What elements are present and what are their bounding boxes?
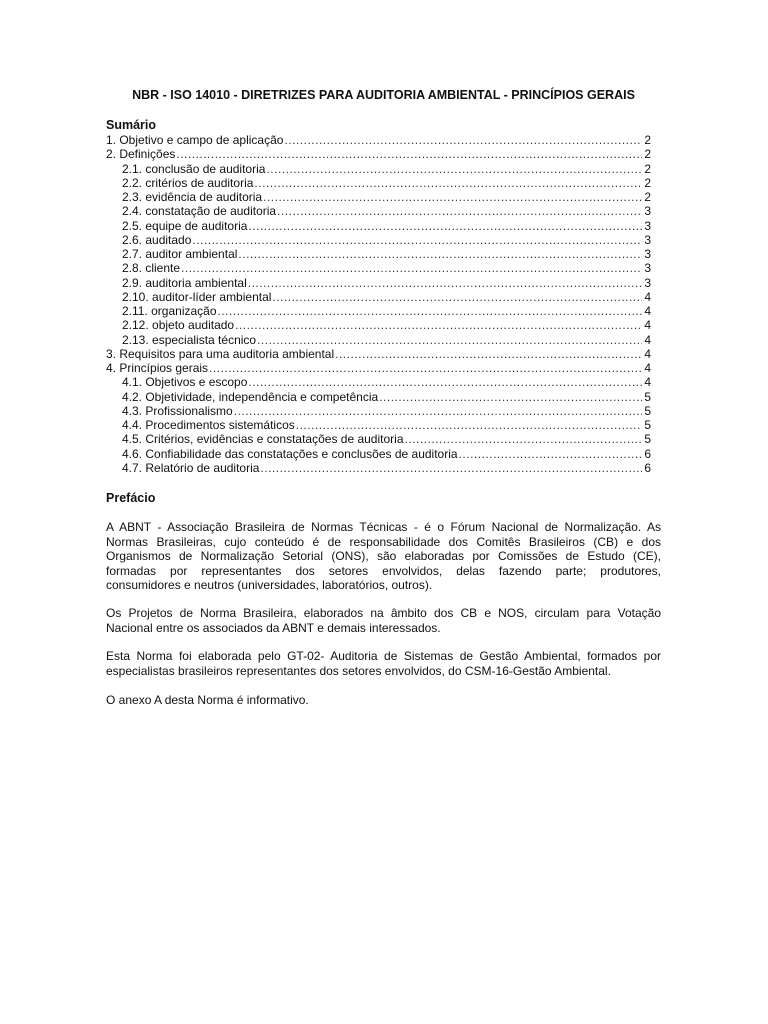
preface-paragraph-4 [106, 693, 661, 708]
toc-dot-leader [263, 190, 642, 204]
toc-entry-page-number: 4 [644, 375, 651, 390]
toc-dot-leader [272, 290, 642, 304]
toc-entry-page-number: 5 [644, 432, 651, 447]
toc-dot-leader [248, 276, 642, 290]
toc-entry [106, 276, 651, 290]
toc-entry-label: 2.5. equipe de auditoria [122, 218, 248, 233]
paragraph-line: Esta Norma foi elaborada pelo GT-02- Auditoria de Sistemas de Gestão Ambiental, formados por [106, 649, 661, 663]
toc-entry [106, 219, 651, 233]
toc-dot-leader [218, 304, 642, 318]
toc-entry-label: 2.1. conclusão de auditoria [122, 161, 266, 176]
toc-entry-page-number: 3 [644, 218, 651, 233]
toc-entry [106, 204, 651, 218]
toc-entry [106, 261, 651, 275]
preface-paragraph-3 [106, 649, 661, 678]
paragraph-line: formadas por representantes dos setores envolvidos, delas fazendo parte; produtores, [106, 563, 661, 578]
toc-dot-leader [254, 176, 642, 190]
toc-dot-leader [405, 432, 643, 446]
toc-entry-label: 1. Objetivo e campo de aplicação [106, 133, 284, 147]
toc-dot-leader [379, 390, 642, 404]
paragraph-line: Normas Brasileiras, cujo conteúdo é de responsabilidade dos Comitês Brasileiros (CB) e dos [106, 534, 661, 549]
toc-entry [106, 447, 651, 461]
paragraph-line: O anexo A desta Norma é informativo. [106, 693, 309, 707]
toc-entry-label: 2. Definições [106, 147, 176, 162]
toc-dot-leader [284, 133, 642, 147]
toc-entry [106, 147, 651, 161]
toc-dot-leader [192, 233, 642, 247]
toc-entry [106, 461, 651, 475]
toc-entry-label: 4.3. Profissionalismo [122, 403, 233, 418]
toc-entry [106, 333, 651, 347]
toc-entry-page-number: 4 [644, 332, 651, 347]
toc-entry-page-number: 2 [644, 190, 651, 204]
toc-entry-page-number: 4 [644, 318, 651, 333]
document-title: NBR - ISO 14010 - DIRETRIZES PARA AUDITORIA AMBIENTAL - PRINCÍPIOS GERAIS [132, 88, 635, 102]
toc-entry-label: 2.2. critérios de auditoria [122, 175, 254, 190]
toc-entry-page-number: 4 [644, 346, 651, 361]
toc-entry [106, 318, 651, 332]
toc-entry-page-number: 2 [644, 147, 651, 162]
table-of-contents [106, 133, 651, 475]
toc-entry [106, 404, 651, 418]
toc-dot-leader [238, 247, 642, 261]
toc-dot-leader [257, 333, 642, 347]
toc-dot-leader [181, 261, 642, 275]
toc-dot-leader [296, 418, 642, 432]
toc-entry-page-number: 3 [644, 232, 651, 247]
toc-entry-label: 2.7. auditor ambiental [122, 247, 238, 261]
toc-entry-page-number: 2 [644, 133, 651, 147]
toc-entry-label: 2.11. organização [122, 304, 217, 318]
toc-dot-leader [234, 404, 642, 418]
toc-entry [106, 176, 651, 190]
preface-paragraph-2 [106, 606, 661, 635]
toc-entry-page-number: 5 [644, 403, 651, 418]
toc-entry-label: 4.6. Confiabilidade das constatações e conclusões de auditoria [122, 446, 458, 461]
toc-entry-page-number: 3 [644, 261, 651, 276]
toc-entry-page-number: 6 [644, 446, 651, 461]
preface-heading: Prefácio [106, 491, 156, 505]
toc-entry-label: 2.8. cliente [122, 261, 181, 276]
toc-entry-label: 2.12. objeto auditado [122, 318, 235, 333]
toc-entry-page-number: 2 [644, 175, 651, 190]
toc-dot-leader [459, 447, 642, 461]
toc-entry [106, 233, 651, 247]
toc-dot-leader [260, 461, 642, 475]
paragraph-line: especialistas brasileiros representantes dos setores envolvidos, do CSM-16-Gestão Ambiental. [106, 663, 611, 678]
toc-dot-leader [277, 204, 642, 218]
toc-entry-page-number: 5 [644, 389, 651, 404]
paragraph-line: Nacional entre os associados da ABNT e demais interessados. [106, 620, 441, 635]
toc-entry [106, 133, 651, 147]
toc-dot-leader [266, 162, 642, 176]
toc-dot-leader [248, 375, 642, 389]
toc-entry-label: 2.6. auditado [122, 232, 192, 247]
toc-entry-page-number: 3 [644, 275, 651, 290]
toc-entry [106, 304, 651, 318]
toc-entry-page-number: 2 [644, 161, 651, 176]
paragraph-line: Os Projetos de Norma Brasileira, elaborados na âmbito dos CB e NOS, circulam para Votação [106, 606, 661, 620]
toc-dot-leader [248, 219, 642, 233]
toc-entry-label: 4.4. Procedimentos sistemáticos [122, 418, 295, 432]
toc-entry-page-number: 4 [644, 289, 651, 304]
preface-paragraph-1 [106, 520, 661, 593]
toc-entry [106, 190, 651, 204]
toc-entry [106, 418, 651, 432]
toc-entry [106, 432, 651, 446]
toc-entry-page-number: 4 [644, 304, 651, 318]
paragraph-line: Organismos de Normalização Setorial (ONS), são elaboradas por Comissões de Estudo (CE), [106, 549, 661, 563]
toc-dot-leader [335, 347, 642, 361]
toc-entry-page-number: 3 [644, 247, 651, 261]
toc-entry [106, 390, 651, 404]
toc-entry [106, 162, 651, 176]
toc-entry-page-number: 6 [644, 460, 651, 475]
toc-entry-page-number: 4 [644, 361, 651, 375]
toc-entry [106, 375, 651, 389]
toc-dot-leader [235, 318, 642, 332]
toc-entry [106, 290, 651, 304]
toc-entry [106, 247, 651, 261]
paragraph-line: A ABNT - Associação Brasileira de Normas Técnicas - é o Fórum Nacional de Normalização. As [106, 520, 661, 534]
toc-entry-label: 2.3. evidência de auditoria [122, 190, 263, 204]
toc-entry [106, 361, 651, 375]
toc-entry-label: 4.1. Objetivos e escopo [122, 375, 248, 390]
toc-dot-leader [176, 147, 642, 161]
toc-entry-label: 4.5. Critérios, evidências e constatações de auditoria [122, 432, 404, 447]
summary-heading: Sumário [106, 118, 157, 132]
toc-entry [106, 347, 651, 361]
paragraph-line: consumidores e neutros (universidades, laboratórios, outros). [106, 578, 433, 592]
toc-entry-page-number: 3 [644, 204, 651, 219]
toc-entry-label: 2.10. auditor-líder ambiental [122, 289, 272, 304]
toc-entry-label: 2.4. constatação de auditoria [122, 204, 277, 219]
toc-entry-label: 4. Princípios gerais [106, 361, 209, 375]
toc-entry-label: 4.7. Relatório de auditoria [122, 460, 260, 475]
toc-entry-page-number: 5 [644, 418, 651, 432]
toc-dot-leader [209, 361, 642, 375]
toc-entry-label: 2.13. especialista técnico [122, 332, 257, 347]
toc-entry-label: 2.9. auditoria ambiental [122, 275, 247, 290]
toc-entry-label: 3. Requisitos para uma auditoria ambiental [106, 346, 335, 361]
toc-entry-label: 4.2. Objetividade, independência e competência [122, 389, 379, 404]
